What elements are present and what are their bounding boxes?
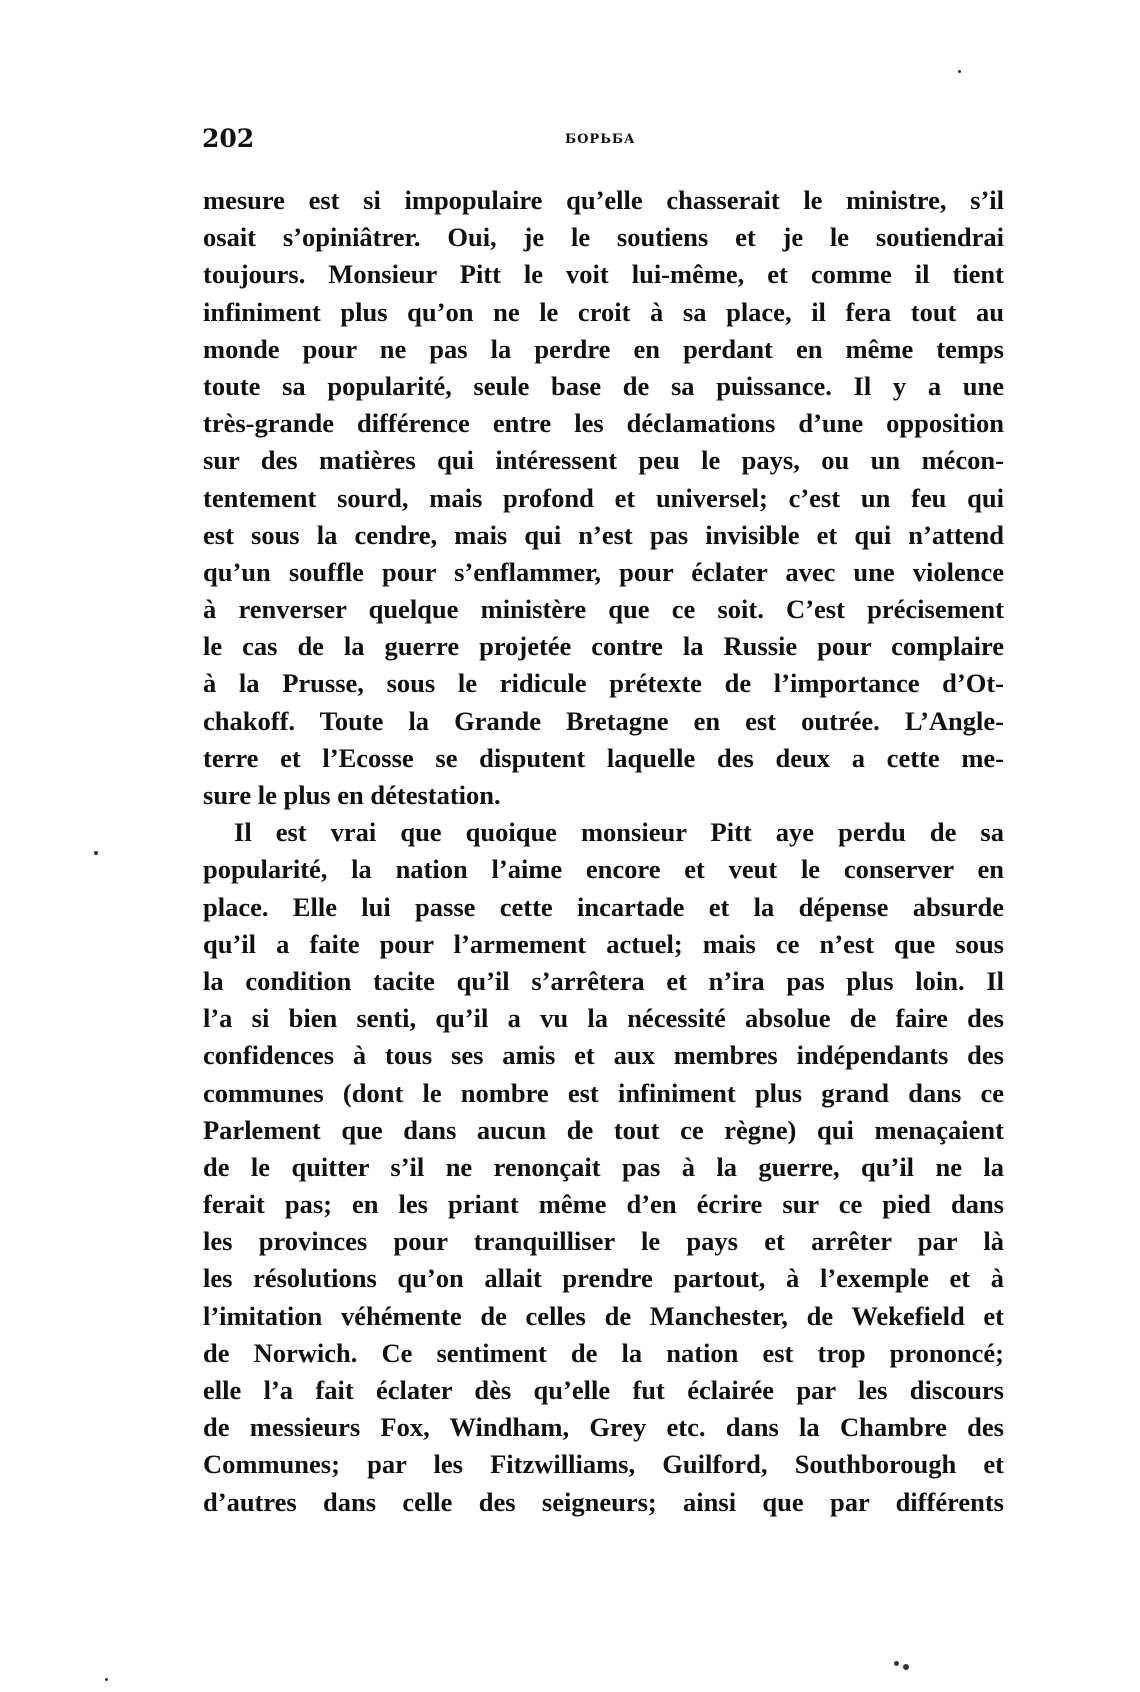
text-line: terre et l’Ecosse se disputent laquelle des deux a cette me- — [203, 742, 1004, 773]
text-line: infiniment plus qu’on ne le croit à sa place, il fera tout au — [203, 296, 1004, 327]
text-line: l’imitation véhémente de celles de Manchester, de Wekefield et — [203, 1300, 1004, 1331]
text-line: elle l’a fait éclater dès qu’elle fut éclairée par les discours — [203, 1375, 1004, 1405]
scan-speck — [903, 1664, 909, 1670]
text-line: sure le plus en détestation. — [203, 780, 501, 810]
text-line: d’autres dans celle des seigneurs; ainsi que par différents — [203, 1486, 1004, 1517]
scan-speck — [894, 1661, 899, 1666]
text-line: la condition tacite qu’il s’arrêtera et n’ira pas plus loin. Il — [203, 965, 1004, 996]
text-line: l’a si bien senti, qu’il a vu la nécessité absolue de faire des — [203, 1003, 1004, 1034]
text-line: communes (dont le nombre est infiniment plus grand dans ce — [203, 1077, 1004, 1108]
page-number: 202 — [202, 124, 255, 153]
scan-speck — [958, 70, 961, 73]
text-line: très-grande différence entre les déclamations d’une opposition — [203, 408, 1004, 439]
scan-speck — [105, 1678, 108, 1681]
running-head: БОРЬБА — [565, 132, 636, 147]
text-line: mesure est si impopulaire qu’elle chasserait le ministre, s’il — [203, 185, 1004, 215]
text-line: à la Prusse, sous le ridicule prétexte de l’importance d’Ot- — [203, 668, 1004, 699]
text-line: qu’il a faite pour l’armement actuel; mais ce n’est que sous — [203, 928, 1004, 959]
text-line: chakoff. Toute la Grande Bretagne en est outrée. L’Angle- — [203, 705, 1004, 736]
text-line: tentement sourd, mais profond et universel; c’est un feu qui — [203, 482, 1004, 513]
text-line: les résolutions qu’on allait prendre partout, à l’exemple et à — [203, 1263, 1004, 1294]
body-text — [203, 182, 1004, 1521]
text-line: toujours. Monsieur Pitt le voit lui-même, et comme il tient — [203, 259, 1004, 290]
text-line: popularité, la nation l’aime encore et veut le conserver en — [203, 854, 1004, 885]
text-line: Il est vrai que quoique monsieur Pitt aye perdu de sa — [234, 817, 1004, 848]
text-line: qu’un souffle pour s’enflammer, pour éclater avec une violence — [203, 556, 1004, 587]
paragraph-2 — [203, 814, 1004, 1521]
scan-speck — [94, 851, 98, 855]
text-line: à renverser quelque ministère que ce soit. C’est précisement — [203, 594, 1004, 625]
text-line: le cas de la guerre projetée contre la Russie pour complaire — [203, 631, 1004, 662]
text-line: Parlement que dans aucun de tout ce règne) qui menaçaient — [203, 1114, 1004, 1145]
text-line: sur des matières qui intéressent peu le pays, ou un mécon- — [203, 445, 1004, 476]
text-line: de Norwich. Ce sentiment de la nation est trop prononcé; — [203, 1337, 1004, 1368]
text-line: ferait pas; en les priant même d’en écrire sur ce pied dans — [203, 1189, 1004, 1220]
text-line: confidences à tous ses amis et aux membres indépendants des — [203, 1040, 1004, 1071]
text-line: de le quitter s’il ne renonçait pas à la guerre, qu’il ne la — [203, 1151, 1004, 1182]
text-line: place. Elle lui passe cette incartade et la dépense absurde — [203, 891, 1004, 922]
text-line: monde pour ne pas la perdre en perdant en même temps — [203, 333, 1004, 364]
text-line: est sous la cendre, mais qui n’est pas invisible et qui n’attend — [203, 519, 1004, 550]
text-line: toute sa popularité, seule base de sa puissance. Il y a une — [203, 370, 1004, 401]
paragraph-1 — [203, 182, 1004, 814]
text-line: osait s’opiniâtrer. Oui, je le soutiens et je le soutiendrai — [203, 222, 1004, 253]
text-line: de messieurs Fox, Windham, Grey etc. dans la Chambre des — [203, 1412, 1004, 1443]
text-line: Communes; par les Fitzwilliams, Guilford, Southborough et — [203, 1449, 1004, 1480]
text-line: les provinces pour tranquilliser le pays et arrêter par là — [203, 1226, 1004, 1257]
